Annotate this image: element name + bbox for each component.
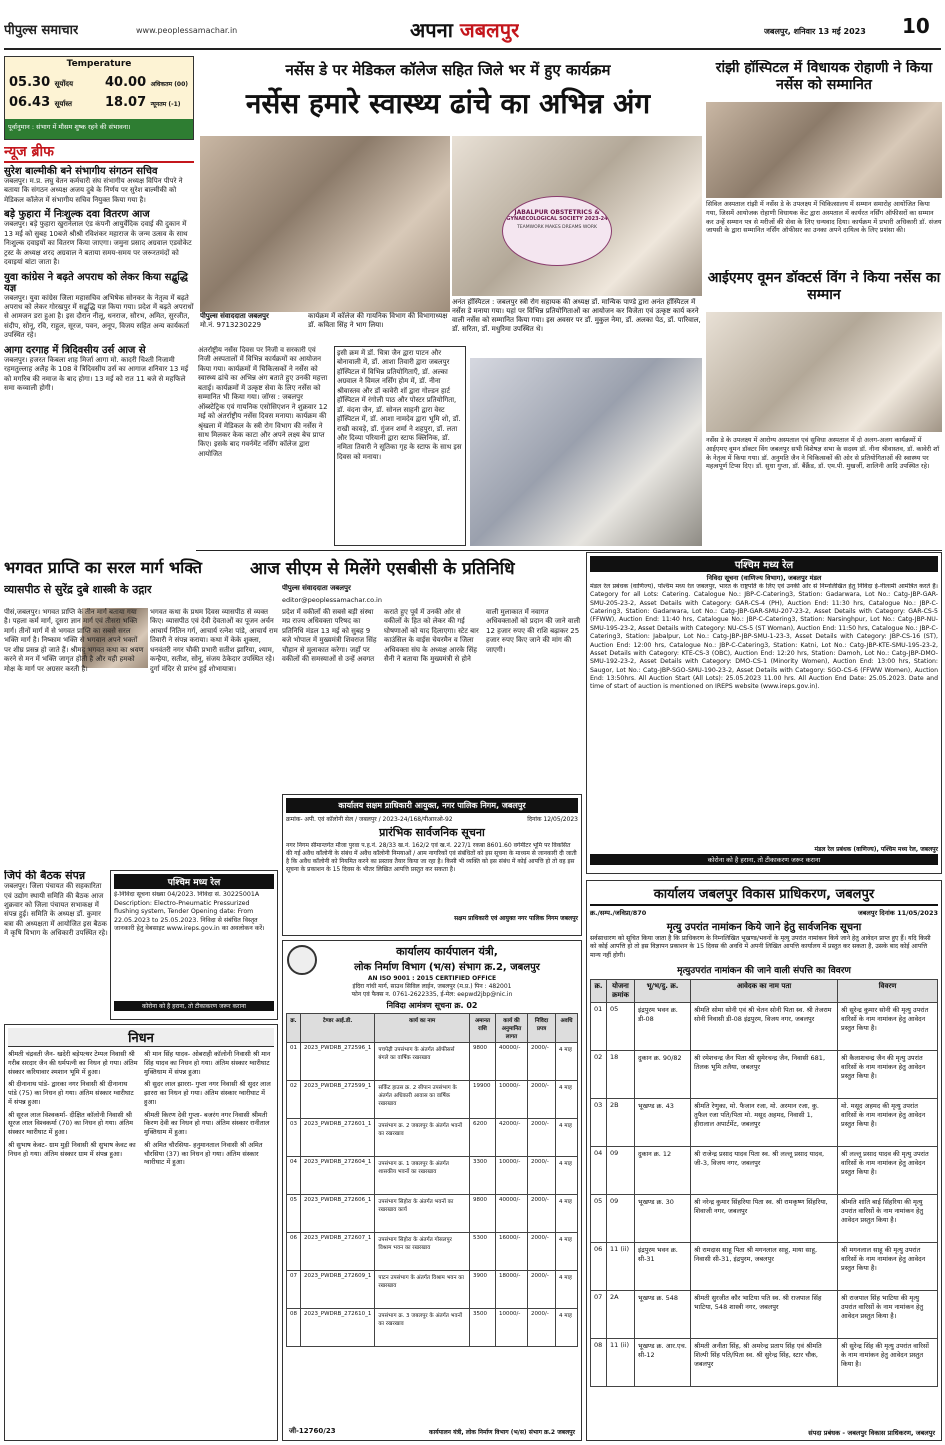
table-cell: 6200 <box>470 1119 496 1157</box>
jda-notice <box>586 880 942 1441</box>
table-cell: 18000/- <box>496 1271 528 1309</box>
ranjhi-photo <box>706 102 942 198</box>
table-cell: 4 माह <box>556 1233 578 1271</box>
table-cell: 4 माह <box>556 1195 578 1233</box>
municipal-ref: क्रमांक- अपी. एवं कॉलोनी सेल / जबलपुर / 2023-24/168/पीआरओ-92 <box>286 816 453 823</box>
bhagwat-subhead: व्यासपीठ से सुरेंद्र दुबे शास्त्री के उद्गार <box>4 583 152 596</box>
table-cell: 04 <box>287 1157 301 1195</box>
rail-small-notice <box>110 870 278 1020</box>
table-cell: 09 <box>607 1195 635 1243</box>
table-cell: श्री राजेन्द्र प्रसाद यादव पिता स्व. श्री लल्लू प्रसाद यादव, जी-3, विजय नगर, जबलपुर <box>691 1147 838 1195</box>
pwd-col-header: टेण्डर आई.डी. <box>301 1014 375 1043</box>
ima-headline: आईएमए वूमन डॉक्टर्स विंग ने किया नर्सेस का सम्मान <box>707 270 941 303</box>
sunset-time: 06.43 <box>9 95 51 110</box>
table-cell: श्री लल्लू प्रसाद यादव की मृत्यु उपरांत वारिसों के नाम नामांकन हेतु आवेदन प्रस्तुत किया है। <box>838 1147 938 1195</box>
railway-title: पश्चिम मध्य रेल <box>590 556 938 572</box>
brief-text: जबलपुर। हजरत किबला शाह मिर्जा आगा मो. कादरी चिश्ती निजामी रहमतुल्लाह अलैह के 108 वे त्रिदिवसीय उर्स का आगाज शनिवार 13 मई को मगरिब की नमाज के बाद होगा। 13 मई को रात 11 बजे से महफिले समा कव्वाली होगी। <box>4 355 189 392</box>
table-cell: उपसंभाग क्र. 2 जबलपुर के अंतर्गत भवनों का रखरखाव <box>375 1119 470 1157</box>
table-cell: 5300 <box>470 1233 496 1271</box>
society-banner <box>502 196 612 266</box>
table-row <box>287 1271 578 1309</box>
brief-headline: आगा दरगाह में त्रिदिवसीय उर्स आज से <box>4 344 146 356</box>
table-row <box>591 1291 938 1339</box>
brief-text: जबलपुर। बड़े फुहारा खुरानेलाल एंड कंपनी आयुर्वेदिक दवाई की दुकान में 13 मई को सुबह 10बजे श्रीश्री रविशंकर महाराज के जन्म उत्सव के साथ निःशुल्क दवाइयों का वितरण किया जाएगा। जमुना प्रसाद अग्रवाल एडवोकेट ट्रस्ट के अध्यक्ष शरद अग्रवाल ने बताया समय-समय पर जरूरतमंदों को दवाइयां बांटा जाता है। <box>4 220 192 267</box>
zila-text: जबलपुर। जिला पंचायत की सहकारिता एवं उद्योग स्थायी समिति की बैठक आज शुक्रवार को जिला पंचायत सभाकक्ष में संपन्न हुई। समिति के अध्यक्ष डॉ. कुमार बत्रा की अध्यक्षता में आयोजित इस बैठक में कृषि विभाग के अधिकारी उपस्थित रहे। <box>4 882 108 938</box>
table-cell: 11 (ii) <box>607 1243 635 1291</box>
max-temp: 40.00 <box>105 75 147 90</box>
table-cell: 2023_PWDRB_272606_1 <box>301 1195 375 1233</box>
table-cell: श्री सुरेन्द्र सिंह की मृत्यु उपरांत वारिसों के नाम नामांकन हेतु आवेदन प्रस्तुत किया है। <box>838 1339 938 1387</box>
table-cell: भूखण्ड क्र. 30 <box>635 1195 691 1243</box>
obituary-box <box>4 1024 278 1441</box>
table-cell: 05 <box>607 1003 635 1051</box>
byline: पीपुल्स संवाददाता जबलपुर <box>200 312 269 320</box>
obituary-item: श्री मान सिंह यादव- ओबराही कॉलोनी निवासी श्री मान सिंह यादव का निधन हो गया। अंतिम संस्कार ग्वारीघाट मुक्तिधाम में संपन्न हुआ। <box>144 1050 271 1076</box>
sunrise-time: 05.30 <box>9 75 51 90</box>
table-cell: 4 माह <box>556 1309 578 1347</box>
nurses-photo-2 <box>452 136 702 296</box>
jda-ref: क्र./सम्प./जविप्रा/870 <box>590 909 647 917</box>
rail-small-title: पश्चिम मध्य रेल <box>114 874 274 889</box>
table-cell: 07 <box>591 1291 607 1339</box>
sbc-byline: पीपुल्स संवाददाता जबलपुर <box>282 584 351 592</box>
table-cell: दुकान क्र. 90/82 <box>635 1051 691 1099</box>
table-cell: 03 <box>287 1119 301 1157</box>
min-temp-row <box>105 95 193 110</box>
jda-col-header: क्र. <box>591 980 607 1003</box>
table-cell: 4 माह <box>556 1043 578 1081</box>
table-cell: श्रीमती सुरजीत कौर भाटिया पति स्व. श्री राजपाल सिंह भाटिया, 548 शास्त्री नगर, जबलपुर <box>691 1291 838 1339</box>
table-row <box>287 1043 578 1081</box>
table-cell: श्रीमति शांति बाई सिंहरिया की मृत्यु उपरांत वारिसों के नाम नामांकन हेतु आवेदन प्रस्तुत किया है। <box>838 1195 938 1243</box>
banner-line-3: TEAMWORK MAKES DREAMS WORK <box>517 225 597 230</box>
website-url: www.peoplessamachar.in <box>136 26 238 35</box>
pwd-address: इंदिरा गांधी मार्ग, साउथ सिविल लाईन, जबलपुर (म.प्र.) पिन : 482001 <box>352 983 512 990</box>
municipal-notice <box>282 794 582 936</box>
brief-headline: युवा कांग्रेस ने बढ़ते अपराध को लेकर किया सद्बुद्धि यज्ञ <box>4 271 188 294</box>
banner-line-2: GYNAECOLOGICAL SOCIETY 2023-24 <box>506 216 608 222</box>
table-cell: 01 <box>591 1003 607 1051</box>
table-row <box>591 1243 938 1291</box>
table-cell: 42000/- <box>496 1119 528 1157</box>
jda-date: जबलपुर दिनांक 11/05/2023 <box>857 909 938 917</box>
main-kicker: नर्सेस डे पर मेडिकल कॉलेज सहित जिले भर में हुए कार्यक्रम <box>285 61 611 79</box>
section-title <box>410 16 519 43</box>
table-cell: इंद्रपुरम भवन क्र. डी-08 <box>635 1003 691 1051</box>
pwd-col-header: निविदा प्रपत्र <box>528 1014 556 1043</box>
pwd-col-header: क्र. <box>287 1014 301 1043</box>
municipal-text: नगर निगम सीमान्तर्गत मौजा पुरवा प.ह.नं. 28/33 ख.नं. 162/2 एवं ख.नं. 227/1 रकबा 8601.60 वर्गमीटर भूमि पर विकसित की गई अवैध कॉलोनी के संबंध में अवैध कॉलोनी निमयाओं / आम नागरिकों एवं संबंधितों को इस सूचना के माध्यम से जानकारी दी जाती है कि अवैध कॉलोनी को नियमित करने का प्रस्ताव तैयार किया जा रहा है। किसी भी व्यक्ति को इस संबंध में कोई आपत्ति हो तो वह इस सूचना के प्रकाशन के 15 दिवस के भीतर लिखित आपत्ति प्रस्तुत कर सकता है। <box>286 842 577 874</box>
railway-text: मंडल रेल प्रबंधक (वाणिज्य), पश्चिम मध्य रेल जबलपुर, भारत के राष्ट्रपति के लिए एवं उनकी ओर से निम्नलिखित हेतु निविदा ई-नीलामी आमंत्रित करते हैं। Category for all Lots: Catering. Catalogue No.: JBP-C-Catering3, Station: Gadarwara, Lot No.: Catg-JBP-GAR-SMU-205-23-2, Asset Details with Category: GAR-CS-4 (PH), Auction End: 11:30 hrs, Catalogue No.: JBP-C-Catering3, Station: Gadarwara, Lot No.: Catg-JBP-GAR-SMU-207-23-2, Asset Details with Category: GAR-CS-5 (FFWW), Auction End: 11:40 hrs, Catalogue No.: JBP-C-Catering3, Station: Narsinghpur, Lot No.: Catg-JBP-NU-SMU-195-23-2, Asset Details with Category: NU-CS-5 (ST Woman), Auction End: 11:50 hrs, Catalogue No.: JBP-C-Catering3, Station: Jabalpur, Lot No.: Catg-JBP-JBP-SMU-1-23-3, Asset Details with Category: JBP-CS-16 (ST), Auction End: 12:00 hrs, Catalogue No.: JBP-C-Catering3, Station: Katni, Lot No.: Catg-JBP-KTE-SMU-195-23-2, Asset Details with Category: KTE-CS-3 (OBC), Auction End: 12:20 hrs, Station: Damoh, Lot No.: Catg-JBP-DMO-SMU-192-23-2, Asset Details with Category: DMO-CS-1 (Minority Women), Auction End: 13:00 hrs, Station: Saugor, Lot No.: Catg-JBP-SGO-SMU-190-23-2, Asset Details with Category: SGO-CS-6 (FFWW Women), Auction End: 13:50hrs. All Auction Start (All Lots): 25.05.2023 11.00 hrs. All Auction End Date: 25.05.2023. Date and time of start of auction is mentioned on IREPS website (www.ireps.gov.in). <box>590 583 938 691</box>
main-headline: नर्सेस हमारे स्वास्थ्य ढांचे का अभिन्न अंग <box>245 87 651 120</box>
mid-rule <box>196 550 942 551</box>
section-city: जबलपुर <box>459 18 520 42</box>
sbc-text: प्रदेश में वकीलों की सबसे बड़ी संस्था मप्र राज्य अधिवक्ता परिषद का प्रतिनिधि मंडल 13 मई को सुबह 9 बजे भोपाल में मुख्यमंत्री शिवराज सिंह चौहान से मुलाकात करेगा। जहाँ पर वकीलों की समस्याओं से उन्हें अवगत कराते हुए पूर्व में उनकी ओर से वकीलों के हित को लेकर की गई घोषणाओं को याद दिलाएगा। स्टेट बार काउंसिल के वाईस चेयरमैन व जिला अधिवक्ता संघ के अध्यक्ष आरके सिंह सैनी ने बताया कि मुख्यमंत्री से होने वाली मुलाकात में नवागत अधिवक्ताओं को प्रदान की जाने वाली 12 हजार रुपए की राशि बढ़ाकर 25 हजार रुपए किए जाने की मांग की जाएगी। <box>282 608 581 664</box>
table-cell: 2023_PWDRB_272607_1 <box>301 1233 375 1271</box>
pwd-notice-title: निविदा आमंत्रण सूचना क्र. 02 <box>386 1001 478 1010</box>
pwd-col-header: कार्य का नाम <box>375 1014 470 1043</box>
table-cell: भूखण्ड क्र. आर.एच. सी-12 <box>635 1339 691 1387</box>
table-cell: श्री रमेशचन्द्र जैन पिता श्री सुमेरचन्द्र जैन, निवासी 681, तिलक भूमि तलैया, जबलपुर <box>691 1051 838 1099</box>
obituary-list <box>8 1050 274 1430</box>
photo-byline-box <box>200 312 300 338</box>
weather-box <box>4 56 194 140</box>
jda-notice-title: मृत्यु उपरांत नामांकन किये जाने हेतु सार्वजनिक सूचना <box>666 922 862 933</box>
zila-story <box>4 870 108 1020</box>
table-cell: 08 <box>591 1339 607 1387</box>
table-cell: 4 माह <box>556 1157 578 1195</box>
pwd-subtitle: लोक निर्माण विभाग (भ/स) संभाग क्र.2, जबलपुर <box>354 962 540 973</box>
pwd-emblem-icon <box>287 945 317 975</box>
main-body-col2-box <box>334 346 466 546</box>
sunrise-label: सूर्योदय <box>54 80 74 88</box>
pwd-title: कार्यालय कार्यपालन यंत्री, <box>396 945 498 958</box>
table-cell: 2023_PWDRB_272604_1 <box>301 1157 375 1195</box>
page-number: 10 <box>902 14 930 38</box>
table-cell: 40000/- <box>496 1195 528 1233</box>
zila-headline: जिपं की बैठक संपन्न <box>4 870 86 882</box>
table-cell: 11 (ii) <box>607 1339 635 1387</box>
brief-headline: बड़े फुहारा में निःशुल्क दवा वितरण आज <box>4 209 150 221</box>
news-brief-title: न्यूज ब्रीफ <box>4 142 194 163</box>
table-cell: 2000/- <box>528 1081 556 1119</box>
nurses-photo-3 <box>470 358 702 546</box>
table-row <box>287 1119 578 1157</box>
min-label: न्यूनतम (-1) <box>150 101 181 108</box>
municipal-signature: सक्षम प्राधिकारी एवं आयुक्त नगर पालिक निगम जबलपुर <box>454 915 578 922</box>
header-rule <box>4 48 941 50</box>
municipal-title: प्रारंभिक सार्वजनिक सूचना <box>379 826 485 839</box>
table-cell: 04 <box>591 1147 607 1195</box>
table-cell: 2000/- <box>528 1271 556 1309</box>
sunset-row <box>9 95 109 110</box>
table-cell: इंद्रपुरम भवन क्र. सी-31 <box>635 1243 691 1291</box>
sbc-headline: आज सीएम से मिलेंगे एसबीसी के प्रतिनिधि <box>250 559 515 579</box>
nurses-photo-1 <box>200 136 450 312</box>
table-cell: 2023_PWDRB_272610_1 <box>301 1309 375 1347</box>
table-cell: 2000/- <box>528 1043 556 1081</box>
brief-item <box>4 345 194 394</box>
table-cell: 2000/- <box>528 1309 556 1347</box>
table-cell: 18 <box>607 1051 635 1099</box>
pwd-phone: फोन एवं फैक्स न. 0761-2622335, ई-मेल: eepwd2jbp@nic.in <box>351 991 513 998</box>
main-body-col2: इसी क्रम में डॉ. चित्रा जैन द्वारा पाटन और बोनावाली में, डॉ. आशा तिवारी द्वारा जबलपुर हॉस्पिटल में विभिन्न प्रतियोगिताएँ, डॉ. अल्का अग्रवाल ने विमल नर्सिंग होम में, डॉ. नीना श्रीवास्तव और डॉ कावेरी शॉ द्वारा गोल्डन हार्ट हॉस्पिटल में रंगोली पाठ और पोस्टर प्रतियोगिता, डॉ. वंदना जैन, डॉ. सोनल साहनी द्वारा वेस्ट हॉस्पिटल में, डॉ. आशा नामदेव द्वारा भूमि शो, डॉ. राखी कावड़े, डॉ. गुंजन शर्मा ने शहपुरा, डॉ. लता और दिव्या परियानी द्वारा स्टाफ क्लिनिक, डॉ. नमिता तिवारी ने सूतिका गृह के स्टाफ के साथ इस दिवस को मनाया। <box>337 349 462 461</box>
news-brief <box>4 142 194 550</box>
table-cell: उपसंभाग क्र. 1 जबलपुर के अंतर्गत शासकीय भवनों का रखरखाव <box>375 1157 470 1195</box>
brief-text: जबलपुर। म.प्र. लघु वेतन कर्मचारी संघ संभागीय अध्यक्ष विपिन पीपरे ने बताया कि संगठन अध्यक्ष अजय दुबे के निर्णय पर सुरेश बाल्मीकी को मेडिकल कॉलेज में संभागीय सचिव नियुक्त किया गया है। <box>4 177 183 204</box>
table-row <box>287 1233 578 1271</box>
table-row <box>591 1339 938 1387</box>
photo-caption-right: अनंत हॉस्पिटल : जबलपुर स्त्री रोग सहायक की अध्यक्ष डॉ. मान्यिक पाण्डे द्वारा अनंत हॉस्पिटल में नर्सेस डे मनाया गया। यहां पर विभिन्न प्रतियोगिताओं का आयोजन कर विजेता एवं उत्कृष्ट कार्य करने वाली नर्सेस को सम्मानित किया गया। इस अवसर पर डॉ. मुकुल नेमा, डॉ. अलका पेठ, डॉ. पारिवाल, डॉ. सरिता, डॉ. मधुरिमा उपस्थित थे। <box>452 298 701 334</box>
brief-item <box>4 209 194 267</box>
weather-title: Temperature <box>66 59 132 69</box>
pwd-col-header: अवधि <box>556 1014 578 1043</box>
table-row <box>287 1157 578 1195</box>
table-cell: 3500 <box>470 1309 496 1347</box>
ima-photo <box>706 312 942 432</box>
sunrise-row <box>9 75 109 90</box>
table-cell: 05 <box>287 1195 301 1233</box>
table-cell: 10000/- <box>496 1309 528 1347</box>
table-cell: सर्किट हाउस क्र. 2 सीपान उपसंभाग के अंतर्गत अधिकारी आवास का वार्षिक रखरखाव <box>375 1081 470 1119</box>
obituary-item: श्री सूरज लाल विश्वकर्मा- दीक्षित कॉलोनी निवासी श्री सूरज लाल विश्वकर्मा (70) का निधन हो गया। अंतिम संस्कार ग्वारीघाट में हुआ। <box>8 1110 134 1137</box>
table-cell: दुकान क्र. 12 <box>635 1147 691 1195</box>
table-cell: 2023_PWDRB_272596_1 <box>301 1043 375 1081</box>
obituary-item: श्री सुभाष केवट- ग्राम मुड़ी निवासी श्री सुभाष केवट का निधन हो गया। अंतिम संस्कार ग्राम में संपन्न हुआ। <box>8 1140 136 1158</box>
pwd-ref: जी-12760/23 <box>289 1427 336 1435</box>
table-cell: भूखण्ड क्र. 548 <box>635 1291 691 1339</box>
obituary-title: निधन <box>8 1028 274 1047</box>
jda-table <box>590 979 938 1387</box>
table-cell: श्री कैलाशचन्द्र जैन की मृत्यु उपरांत वारिसों के नाम नामांकन हेतु आवेदन प्रस्तुत किया है। <box>838 1051 938 1099</box>
pwd-col-header: कार्य की अनुमानित लागत <box>496 1014 528 1043</box>
byline-phone: मो.नं. 9713230229 <box>200 321 262 329</box>
table-cell: 2000/- <box>528 1233 556 1271</box>
table-cell: 3900 <box>470 1271 496 1309</box>
table-row <box>287 1195 578 1233</box>
table-cell: 08 <box>287 1309 301 1347</box>
table-cell: पाटन उपसंभाग के अंतर्गत विश्राम भवन का रखरखाव <box>375 1271 470 1309</box>
jda-col-header: भू/भ/दु. क्र. <box>635 980 691 1003</box>
min-temp: 18.07 <box>105 95 147 110</box>
table-cell: श्रीमति सोमा सोनी एवं श्री चेतन सोनी पिता स्व. श्री तेजराम सोनी निवासी डी-08 इंद्रपुरम, विजय नगर, जबलपुर <box>691 1003 838 1051</box>
pwd-col-header: अमानत राशि <box>470 1014 496 1043</box>
railway-signature: मंडल रेल प्रबंधक (वाणिज्य), पश्चिम मध्य रेल, जबलपुर <box>814 846 938 853</box>
obituary-item: श्रीमती किरण देवी गुप्ता- बजरंग नगर निवासी श्रीमती किरण देवी का निधन हो गया। अंतिम संस्कार रानीताल मुक्तिधाम में हुआ। <box>144 1110 270 1137</box>
table-cell: 03 <box>591 1099 607 1147</box>
ranjhi-text: सिविल अस्पताल रांझी में नर्सेस डे के उपलक्ष्य में चिकित्सालय में सम्मान समारोह आयोजित किया गया, जिसमें आयोजक रोहाणी विधायक केंट द्वारा अस्पताल में कार्यरत नर्सिंग ऑफीसरों का सम्मान कर उन्हें सम्मान पत्र से मरीजों की सेवा के लिए धन्यवाद दिया। कार्यक्रम में प्रभारी अधिकारी डॉ. संजय जायसी के द्वारा सम्मानित नर्सिंग ऑफीसर का उनका अपने दायित्व के लिए प्रशंसा की। <box>706 200 942 235</box>
table-cell: श्री रामदास साहू पिता श्री मगनलाल साहू, माया साहू, निवासी सी-31, इंद्रपुरम, जबलपुर <box>691 1243 838 1291</box>
jda-col-header: योजना क्रमांक <box>607 980 635 1003</box>
sunset-label: सूर्यास्त <box>54 100 72 108</box>
table-cell: 05 <box>591 1195 607 1243</box>
table-cell: श्री नरेन्द्र कुमार सिंहरिया पिता स्व. श्री रामकृष्ण सिंहरिया, शिवाजी नगर, जबलपुर <box>691 1195 838 1243</box>
pwd-table <box>286 1013 578 1347</box>
table-row <box>287 1081 578 1119</box>
jda-footer: संपदा प्रबंधक - जबलपुर विकास प्राधिकरण, जबलपुर <box>808 1429 935 1437</box>
brief-item <box>4 272 194 341</box>
table-cell: श्री मगनलाल साहू की मृत्यु उपरांत वारिसों के नाम नामांकन हेतु आवेदन प्रस्तुत किया है। <box>838 1243 938 1291</box>
sbc-email: editor@peoplessamachar.co.in <box>282 596 382 604</box>
table-cell: श्रीमती अनीता सिंह, श्री अमरेन्द्र प्रताप सिंह एवं श्रीमति शिल्पी सिंह पति/पिता स्व. श्री सुरेन्द्र सिंह, स्टार चौक, जबलपुर <box>691 1339 838 1387</box>
table-cell: 4 माह <box>556 1081 578 1119</box>
obituary-item: श्री दीनानाथ पांडे- द्वारका नगर निवासी श्री दीनानाथ पांडे (75) का निधन हो गया। अंतिम संस्कार ग्वारीघाट में संपन्न हुआ। <box>8 1080 134 1106</box>
section-prefix: अपना <box>410 18 453 42</box>
table-cell: 9800 <box>470 1195 496 1233</box>
table-cell: भूखण्ड क्र. 43 <box>635 1099 691 1147</box>
photo-caption-left: कार्यक्रम में कॉलेज की गायनिक विभाग की विभागाध्यक्ष डॉ. कविता सिंह ने भाग लिया। <box>308 312 448 330</box>
table-cell: 09 <box>607 1147 635 1195</box>
table-cell: 2023_PWDRB_272609_1 <box>301 1271 375 1309</box>
table-cell: 02 <box>591 1051 607 1099</box>
table-cell: 10000/- <box>496 1081 528 1119</box>
table-cell: मो. मसूद अहमद की मृत्यु उपरांत वारिसों के नाम नामांकन हेतु आवेदन प्रस्तुत किया है। <box>838 1099 938 1147</box>
table-cell: 06 <box>591 1243 607 1291</box>
obituary-item: श्री अमित चौरसिया- हनुमानताल निवासी श्री अमित चौरसिया (37) का निधन हो गया। अंतिम संस्कार ग्वारीघाट में हुआ। <box>144 1140 263 1167</box>
table-row <box>591 1051 938 1099</box>
date-line: जबलपुर, शनिवार 13 मई 2023 <box>764 27 866 36</box>
pwd-signature: कार्यपालन यंत्री, लोक निर्माण विभाग (भ/स) संभाग क्र.2 जबलपुर <box>429 1429 575 1436</box>
banner-line-1: JABALPUR OBSTETRICS & <box>514 209 600 216</box>
municipal-date: दिनांक 12/05/2023 <box>527 816 578 823</box>
bhagwat-col1: पीसं,जबलपुर। भगवत प्राप्ति के तीन मार्ग बताया गया है। पहला कर्म मार्ग, दूसरा ज्ञान मार्ग एवं तीसरा भक्ति मार्ग। तीनों मार्ग में से भगवत प्राप्ति का सबसे सरल भक्ति मार्ग है। निष्काम भक्ति से भगवान अपने भक्तों पर शीघ्र प्रसन्न हो जाते हैं। श्रीमद् भगवत कथा का श्रवण करने से मन में भक्ति जागृत होती है और यही हमको मोक्ष के मार्ग पर अग्रसर करती है। <box>4 608 144 673</box>
table-cell: 2000/- <box>528 1195 556 1233</box>
brief-text: जबलपुर। युवा कांग्रेस जिला महासचिव अभिषेक सोनकर के नेतृत्व में बढ़ते अपराध को लेकर गोरखपुर में सद्बुद्धि यज्ञ किया गया। प्रदेश में बढ़ते अपराधों से आमजन डरा हुआ है। इस दौरान नीलू, धनराज, सौरभ, अमित, सुरजीत, संदीप, सोनू, रवि, राहुल, सूरज, पवन, अनूप, विजय सहित अन्य कार्यकर्ता उपस्थित रहे। <box>4 293 194 340</box>
table-cell: 10000/- <box>496 1157 528 1195</box>
main-body-col1: अंतर्राष्ट्रीय नर्सेस दिवस पर निजी व सरकारी एवं निजी अस्पतालों में विभिन्न कार्यक्रमों का आयोजन किया गया। कार्यक्रमों में चिकित्सकों ने नर्सेस को स्वास्थ्य ढांचे का अभिन्न अंग बताते हुए उनकी महत्ता बताई। कार्यक्रमों में उत्कृष्ट सेवा के लिए नर्सेस को सम्मानित भी किया गया। जॉग्स : जबलपुर ऑब्स्टेट्रिक एवं गायनिक एसोसिएशन ने शुक्रवार 12 मई को अंतर्राष्ट्रीय नर्सेस दिवस मनाया। कार्यक्रम की श्रृंखला में मेडिकल के स्त्री रोग विभाग की नर्सेस ने साथ मिलकर केक काटा और अपने लक्ष्य बेच प्राप्त किए। इसके बाद गवर्नमेंट नर्सिंग कॉलेज द्वारा आयोजित <box>198 346 328 458</box>
table-cell: पचपेढ़ी उपसंभाग के अंतर्गत ऑफीसर्स बंगले का वार्षिक रखरखाव <box>375 1043 470 1081</box>
table-cell: 06 <box>287 1233 301 1271</box>
railway-tender <box>586 552 942 874</box>
table-cell: 2A <box>607 1291 635 1339</box>
pwd-notice <box>282 940 582 1441</box>
forecast-text: पूर्वानुमान : संभाग में मौसम शुष्क रहने की संभावना। <box>5 119 193 139</box>
table-row <box>591 1195 938 1243</box>
table-cell: 40000/- <box>496 1043 528 1081</box>
railway-subtitle: निविदा सूचना (वाणिज्य विभाग), जबलपुर मंडल <box>706 574 822 582</box>
ranjhi-headline: रांझी हॉस्पिटल में विधायक रोहाणी ने किया नर्सेस को सम्मानित <box>715 60 933 93</box>
max-label: अधिकतम (00) <box>150 81 189 88</box>
table-row <box>591 1003 938 1051</box>
jda-intro: सर्वसाधारण को सूचित किया जाता है कि प्राधिकरण के निम्नलिखित भूखण्ड/भवनों के मृत्यु उपरांत नामांकन किये जाने हेतु आवेदन प्राप्त हुए हैं। यदि किसी को कोई आपत्ति हो तो इस विज्ञापन प्रकाशन के 15 दिवस की अवधि में अपनी लिखित आपत्ति कार्यालय में प्रस्तुत कर सकता है, उसके बाद कोई आपत्ति मान्य नहीं होगी। <box>590 935 931 959</box>
table-cell: 07 <box>287 1271 301 1309</box>
bhagwat-headline: भगवत प्राप्ति का सरल मार्ग भक्ति <box>4 558 203 577</box>
brief-headline: सुरेश बाल्मीकी बने संभागीय संगठन सचिव <box>4 166 158 177</box>
rail-small-footer: कोरोना को है हराना, तो टीकाकरण जरूर कराना <box>114 1001 274 1011</box>
table-cell: 3300 <box>470 1157 496 1195</box>
pwd-iso: AN ISO 9001 : 2015 CERTIFIED OFFICE <box>367 975 497 982</box>
railway-footer: कोरोना को है हराना, तो टीकाकरण जरूर कराना <box>590 854 938 865</box>
table-cell: श्रीमति रेणुका, मो. फैजान रजा, मो. अरमान रजा, कु. तुफैल रजा पति/पिता मो. मसूद अहमद, निवासी 1, हीरालाल अपार्टमेंट, जबलपुर <box>691 1099 838 1147</box>
table-cell: 01 <box>287 1043 301 1081</box>
jda-title: कार्यालय जबलपुर विकास प्राधिकरण, जबलपुर <box>590 884 938 906</box>
table-cell: 2000/- <box>528 1119 556 1157</box>
brief-item <box>4 166 194 205</box>
table-cell: उपसंभाग सिहोरा के अंतर्गत गोसलपुर विश्राम भवन का रखरखाव <box>375 1233 470 1271</box>
obituary-item: श्री सुदर लाल झाररा- गुप्ता नगर निवासी श्री सुदर लाल झाररा का निधन हो गया। अंतिम संस्कार ग्वारीघाट में हुआ। <box>144 1080 271 1106</box>
table-row <box>287 1309 578 1347</box>
municipal-office: कार्यालय सक्षम प्राधिकारी आयुक्त, नगर पालिक निगम, जबलपुर <box>286 798 578 813</box>
bhagwat-col2: भगवत कथा के प्रथम दिवस व्यासपीठ से व्यक्त किए। व्यासपीठ एवं देवी देवताओं का पूजन अर्चन आचार्य नितिन गर्ग, आचार्य रत्नेश पांडे, आचार्य राम तिवारी ने संपन्न कराया। कथा में केके शुक्ला, धनवंतरी नगर चौकी प्रभारी सतीश झारिया, श्याम, कन्हैया, सतीश, सोनू, संजय ठेकेदार उपस्थित रहे। दुर्गा मंदिर से प्रारंभ हुई शोभायात्रा। <box>150 608 278 673</box>
table-cell: 2B <box>607 1099 635 1147</box>
table-row <box>591 1099 938 1147</box>
paper-logo: पीपुल्स समाचार <box>4 23 79 38</box>
jda-col-header: आवेदक का नाम पता <box>691 980 838 1003</box>
table-cell: 2000/- <box>528 1157 556 1195</box>
jda-col-header: विवरण <box>838 980 938 1003</box>
obituary-item: श्रीमती चंद्रवती जैन- खदेरी बड़ेपत्थर टेम्पल निवासी श्री गरीब सरदार जैन की धर्मपत्नी का निधन हो गया। अंतिम संस्कार करियावार श्मशान भूमि में हुआ। <box>8 1050 138 1076</box>
table-row <box>591 1147 938 1195</box>
ima-text: नर्सेस डे के उपलक्ष्य में आरोग्य अस्पताल एवं सुविधा अस्पताल में दो अलग-अलग कार्यक्रमों में आईएमए वूमन डॉक्टर विंग जबलपुर सभी विशेषज्ञ सभा के सदस्य डॉ. नीना श्रीवास्तव, डॉ. कावेरी शॉ के नेतृत्व में किया गया। डॉ. अनुमति जैन ने चिकित्सकों की ओर से प्रतियोगिताओं की स्वास्थ्य पर महत्वपूर्ण टिप्स दिए। डॉ. सुधा गुप्ता, डॉ. बैंक्रैंड, डॉ. एम.पी. मुखर्जी, शालिनी आदि उपस्थित रहे। <box>706 436 940 471</box>
table-cell: श्री सुरेन्द्र कुमार सोनी की मृत्यु उपरांत वारिसों के नाम नामांकन हेतु आवेदन प्रस्तुत किया है। <box>838 1003 938 1051</box>
table-cell: उपसंभाग क्र. 3 जबलपुर के अंतर्गत भवनों का रखरखाव <box>375 1309 470 1347</box>
table-cell: 2023_PWDRB_272599_1 <box>301 1081 375 1119</box>
table-cell: श्री राजपाल सिंह भाटिया की मृत्यु उपरांत वारिसों के नाम नामांकन हेतु आवेदन प्रस्तुत किया है। <box>838 1291 938 1339</box>
table-cell: 02 <box>287 1081 301 1119</box>
table-cell: 19900 <box>470 1081 496 1119</box>
table-cell: 4 माह <box>556 1119 578 1157</box>
table-cell: 4 माह <box>556 1271 578 1309</box>
jda-table-title: मृत्युउपरांत नामांकन की जाने वाली संपत्ति का विवरण <box>677 966 851 977</box>
table-cell: 16000/- <box>496 1233 528 1271</box>
table-cell: 9800 <box>470 1043 496 1081</box>
max-temp-row <box>105 75 193 90</box>
table-cell: उपसंभाग सिहोरा के अंतर्गत भवनों का रखरखाव कार्य <box>375 1195 470 1233</box>
table-cell: 2023_PWDRB_272601_1 <box>301 1119 375 1157</box>
rail-small-text: ई-निविदा सूचना संख्या 04/2023. निविदा सं. 30225001A Description: Electro-Pneumatic Pressurized flushing system, Tender Opening date: From 22.05.2023 to 25.05.2023. निविदा से संबंधित विस्तृत जानकारी हेतु वेबसाइट www.ireps.gov.in का अवलोकन करें। <box>114 891 265 932</box>
